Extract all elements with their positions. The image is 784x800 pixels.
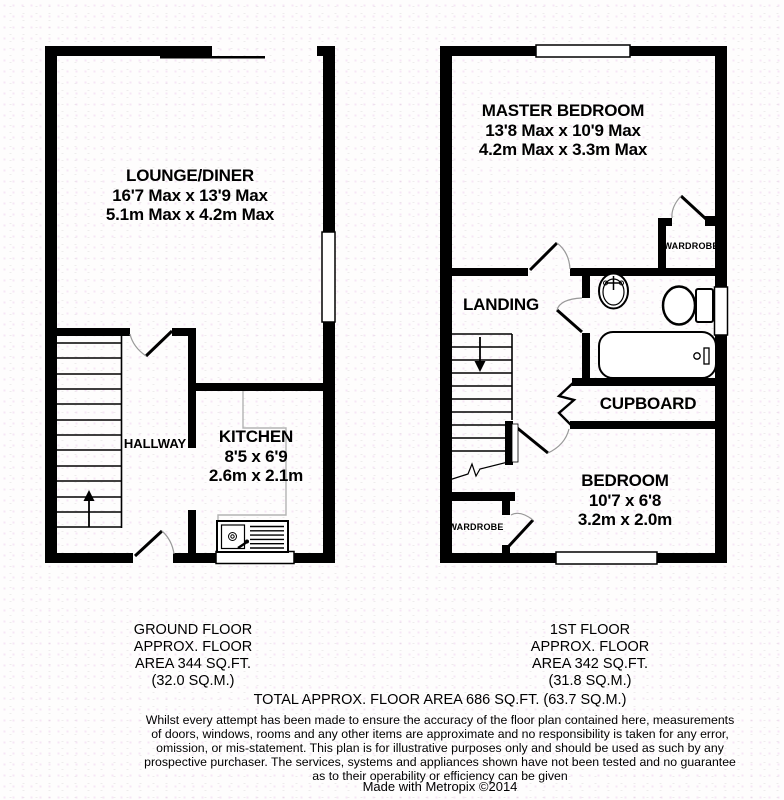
ground-caption-line3: AREA 344 SQ.FT. [134, 656, 252, 672]
bedroom-dim-imperial: 10'7 x 6'8 [588, 490, 662, 510]
lounge-name: LOUNGE/DINER [126, 166, 254, 185]
total-area-caption: TOTAL APPROX. FLOOR AREA 686 SQ.FT. (63.7 SQ.M.) [253, 692, 627, 708]
stairs-up-arrow-head [84, 490, 95, 501]
ground-caption-line1: GROUND FLOOR [133, 622, 253, 638]
disclaimer-line5: as to their operability or efficiency can be given [312, 768, 568, 783]
first-caption-line3: AREA 342 SQ.FT. [531, 656, 649, 672]
bedroom-wardrobe-label: WARDROBE [448, 522, 504, 532]
bedroom-name: BEDROOM [581, 471, 669, 490]
hallway-door-leaf [146, 331, 172, 356]
bathroom-fixtures [599, 274, 716, 379]
metropix-credit: Made with Metropix ©2014 [362, 779, 518, 794]
disclaimer-text [144, 714, 736, 784]
front-door-arc [162, 531, 174, 554]
cupboard-bifold-door [559, 383, 574, 427]
bedroom-dim-metric: 3.2m x 2.0m [577, 510, 673, 529]
master-bedroom-door-arc [557, 243, 570, 269]
ground-floor-stairs [57, 336, 122, 528]
bedroom-wardrobe-door-leaf [509, 520, 533, 546]
cupboard-label: CUPBOARD [599, 394, 697, 413]
lounge-dim-imperial: 16'7 Max x 13'9 Max [112, 185, 268, 205]
bedroom-door-leaf [516, 427, 548, 453]
ground-floor-windows [216, 232, 335, 564]
front-door-leaf [135, 531, 162, 556]
bathroom-door-leaf [557, 310, 582, 332]
master-bedroom-door-leaf [530, 243, 557, 270]
lounge-label [106, 166, 274, 225]
bathroom-door-arc [557, 298, 582, 310]
kitchen-dim-metric: 2.6m x 2.1m [208, 466, 304, 485]
bathtub [599, 332, 716, 378]
master-wardrobe-door-arc [672, 196, 681, 218]
first-floor-caption [531, 622, 649, 690]
stairs-down-arrow-head [475, 361, 486, 372]
ground-caption-line2: APPROX. FLOOR [133, 639, 253, 655]
toilet-tank [696, 289, 713, 322]
first-caption-line1: 1ST FLOOR [549, 622, 631, 638]
kitchen-window [216, 552, 294, 564]
first-caption-line2: APPROX. FLOOR [530, 639, 650, 655]
bedroom-wardrobe-door-arc [511, 513, 533, 520]
master-bedroom-label [479, 101, 647, 160]
disclaimer-line4: prospective purchaser. The services, systems and appliances shown have not been tested and no guarantee [144, 754, 736, 769]
disclaimer-line3: omission, or mis-statement. This plan is for illustrative purposes only and should be used as such by any [156, 740, 724, 755]
disclaimer-line2: of doors, windows, rooms and any other items are approximate and no responsibility is taken for any error, [151, 726, 729, 741]
hallway-label: HALLWAY [123, 436, 187, 451]
bedroom-door-arc [548, 429, 569, 453]
lounge-dim-metric: 5.1m Max x 4.2m Max [105, 205, 275, 224]
disclaimer-line1: Whilst every attempt has been made to ensure the accuracy of the floor plan contained here, measurements [145, 713, 735, 727]
kitchen-name: KITCHEN [218, 427, 294, 446]
lounge-window [322, 232, 335, 322]
ground-caption-line4: (32.0 SQ.M.) [151, 673, 235, 689]
door-jamb [512, 424, 518, 462]
master-bedroom-dim-metric: 4.2m Max x 3.3m Max [478, 140, 648, 159]
master-bedroom-name: MASTER BEDROOM [481, 101, 645, 120]
master-bedroom-dim-imperial: 13'8 Max x 10'9 Max [485, 120, 641, 140]
kitchen-dim-imperial: 8'5 x 6'9 [224, 446, 288, 466]
landing-label: LANDING [462, 295, 540, 314]
bath-tap [704, 348, 709, 364]
ground-floor-caption [134, 622, 252, 690]
bedroom-label [578, 471, 672, 530]
bedroom-window [556, 552, 657, 564]
sink-tap-head [245, 540, 249, 544]
master-bedroom-window [536, 45, 630, 57]
bathroom-window [715, 287, 728, 335]
first-caption-line4: (31.8 SQ.M.) [548, 673, 632, 689]
toilet-bowl [663, 287, 695, 325]
hallway-door-arc [130, 334, 146, 356]
kitchen-label [209, 427, 303, 486]
master-wardrobe-door-leaf [681, 196, 706, 219]
master-wardrobe-label: WARDROBE [663, 241, 719, 251]
stair-break-line [446, 461, 512, 481]
